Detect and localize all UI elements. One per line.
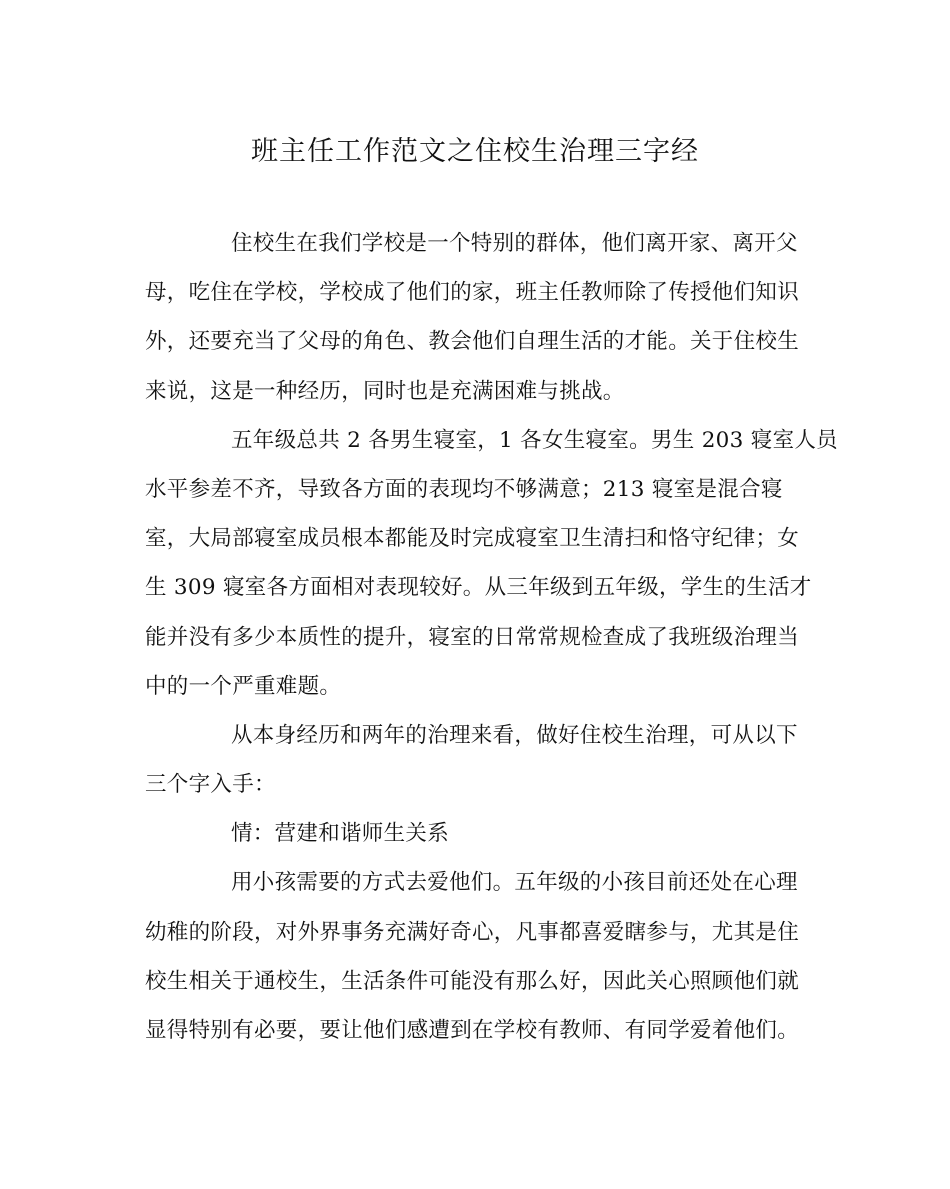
document-body [145,219,838,1055]
text-line: 水平参差不齐，导致各方面的表现均不够满意；213 寝室是混合寝 [145,476,783,502]
text-line: 能并没有多少本质性的提升，寝室的日常常规检查成了我班级治理当 [145,624,800,650]
text-line: 显得特别有必要，要让他们感遭到在学校有教师、有同学爱着他们。 [145,1018,800,1043]
paragraph-2 [145,416,838,711]
text-line: 校生相关于通校生，生活条件可能没有那么好，因此关心照顾他们就 [145,968,800,994]
page-title: 班主任工作范文之住校生治理三字经 [251,136,699,167]
paragraph-4 [145,858,805,1055]
text-line: 五年级总共 2 各男生寝室，1 各女生寝室。男生 203 寝室人员 [231,427,838,453]
text-line: 用小孩需要的方式去爱他们。五年级的小孩目前还处在心理 [231,870,798,896]
text-line: 母，吃住在学校，学校成了他们的家，班主任教师除了传授他们知识 [145,280,800,306]
text-line: 室，大局部寝室成员根本都能及时完成寝室卫生清扫和恪守纪律；女 [145,526,800,552]
paragraph-3 [145,711,805,809]
text-line: 外，还要充当了父母的角色、教会他们自理生活的才能。关于住校生 [145,329,800,355]
text-line: 中的一个严重难题。 [145,673,342,699]
text-line: 住校生在我们学校是一个特别的群体，他们离开家、离开父 [231,231,798,256]
paragraph-1 [145,219,805,416]
text-line: 从本身经历和两年的治理来看，做好住校生治理，可从以下 [231,722,798,748]
text-line: 情：营建和谐师生关系 [231,821,450,847]
section-heading [145,809,805,858]
text-line: 生 309 寝室各方面相对表现较好。从三年级到五年级，学生的生活才 [145,575,812,601]
text-line: 三个字入手： [145,772,276,798]
text-line: 来说，这是一种经历，同时也是充满困难与挑战。 [145,378,625,404]
text-line: 幼稚的阶段，对外界事务充满好奇心，凡事都喜爱瞎参与，尤其是住 [145,919,800,945]
